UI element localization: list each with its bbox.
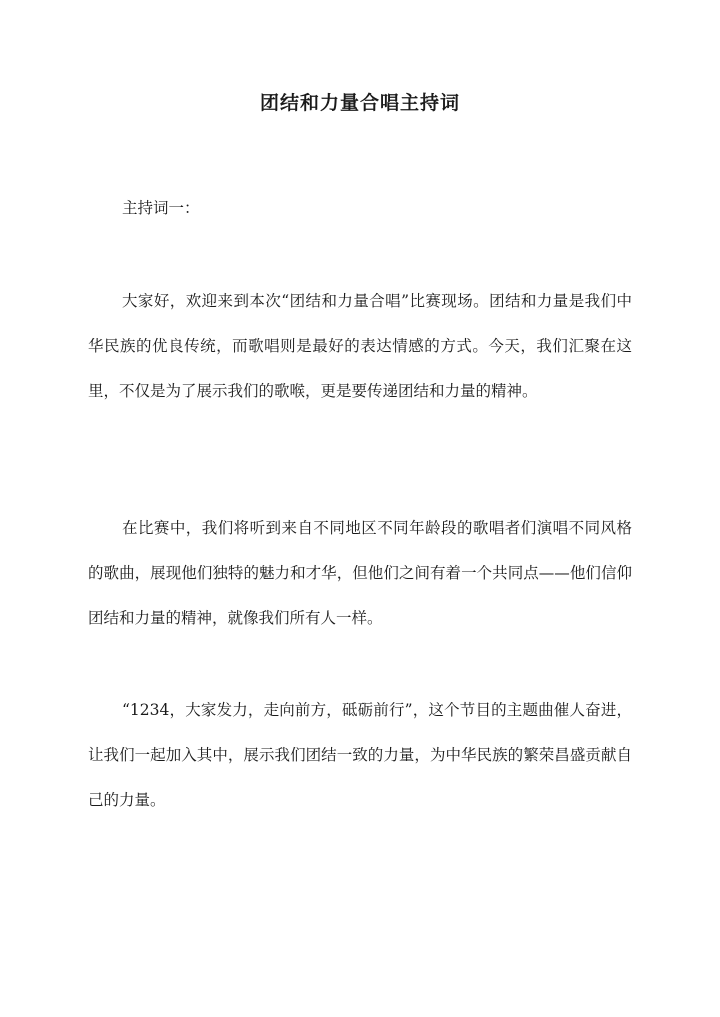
document-title: 团结和力量合唱主持词: [259, 92, 460, 114]
paragraph-1: 大家好，欢迎来到本次“团结和力量合唱”比赛现场。团结和力量是我们中华民族的优良传统，而歌唱则是最好的表达情感的方式。今天，我们汇聚在这里，不仅是为了展示我们的歌喉，更是要传递团结和力量的精神。: [88, 292, 632, 400]
paragraph-2: 在比赛中，我们将听到来自不同地区不同年龄段的歌唱者们演唱不同风格的歌曲，展现他们独特的魅力和才华，但他们之间有着一个共同点——他们信仰团结和力量的精神，就像我们所有人一样。: [88, 519, 632, 627]
paragraph-3: “1234，大家发力，走向前方，砥砺前行”，这个节目的主题曲催人奋进，让我们一起加入其中，展示我们团结一致的力量，为中华民族的繁荣昌盛贡献自己的力量。: [88, 701, 632, 809]
section-heading: 主持词一：: [122, 199, 200, 217]
